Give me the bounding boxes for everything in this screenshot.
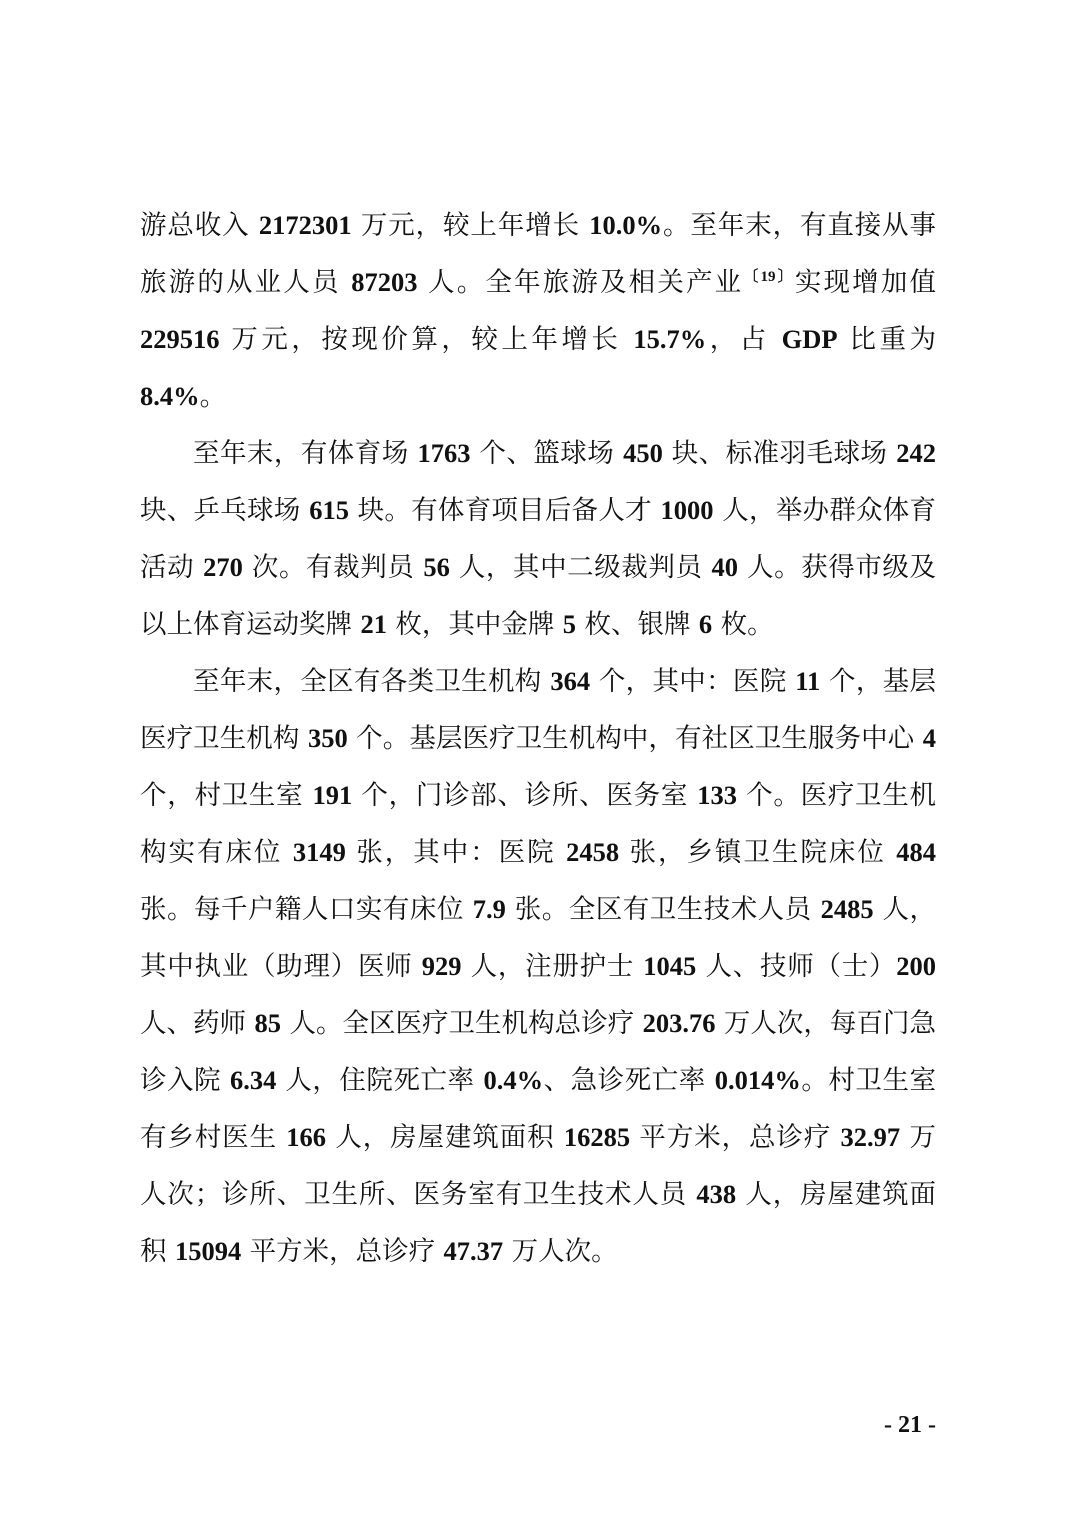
figure-value: 56 xyxy=(423,552,450,582)
figure-value: 15094 xyxy=(174,1236,242,1266)
figure-value: 200 xyxy=(896,951,936,981)
text-run: 平方米，总诊疗 xyxy=(630,1122,841,1153)
figure-value: 450 xyxy=(623,438,663,468)
text-run: 人，其中执业（助理）医师 xyxy=(140,894,936,982)
text-run: 个，其中：医院 xyxy=(590,666,796,697)
text-run: 人，房屋建筑面积 xyxy=(140,1179,936,1267)
text-run: 个，基层医疗卫生机构 xyxy=(140,666,936,754)
text-run: 至年末，全区有各类卫生机构 xyxy=(193,666,551,697)
paragraph-sports xyxy=(140,425,936,653)
text-run: 张，其中：医院 xyxy=(345,837,567,868)
figure-value: 15.7% xyxy=(633,324,707,354)
text-run: 。 xyxy=(199,381,227,412)
figure-value: 87203 xyxy=(351,267,418,297)
text-run: 人，举办群众体育活动 xyxy=(140,495,936,583)
text-run: 个。医疗卫生机构实有床位 xyxy=(140,780,936,868)
figure-value: 85 xyxy=(254,1008,281,1038)
paragraph-health xyxy=(140,653,936,1280)
figure-value: 2458 xyxy=(566,837,620,867)
figure-value: 21 xyxy=(360,609,387,639)
text-run: 枚。 xyxy=(712,609,774,640)
text-run: 。村卫生室有乡村医生 xyxy=(140,1065,936,1153)
figure-value: 32.97 xyxy=(840,1122,901,1152)
figure-value: 0.014% xyxy=(714,1065,801,1095)
figure-value: 270 xyxy=(203,552,243,582)
figure-value: 484 xyxy=(896,837,936,867)
text-run: 块。有体育项目后备人才 xyxy=(348,495,661,526)
figure-value: 47.37 xyxy=(443,1236,504,1266)
figure-value: 16285 xyxy=(563,1122,631,1152)
text-run: 个。基层医疗卫生机构中，有社区卫生服务中心 xyxy=(347,723,923,754)
text-run: 、急诊死亡率 xyxy=(543,1065,715,1096)
text-run: 游总收入 xyxy=(140,210,259,241)
figure-value: 203.76 xyxy=(642,1008,716,1038)
page-number: - 21 - xyxy=(884,1412,936,1438)
paragraph-tourism xyxy=(140,197,936,425)
text-run: 个，门诊部、诊所、医务室 xyxy=(352,780,698,811)
text-run: 人，注册护士 xyxy=(461,951,644,982)
text-run: 人。获得市级及以上体育运动奖牌 xyxy=(140,552,936,640)
text-run: 。至年末，有直接从事旅游的从业人员 xyxy=(140,210,936,298)
text-run: 张。全区有卫生技术人员 xyxy=(505,894,821,925)
text-run: 个，村卫生室 xyxy=(140,780,313,811)
text-run: 万元，较上年增长 xyxy=(351,210,590,241)
figure-value: 7.9 xyxy=(472,894,506,924)
figure-value: 929 xyxy=(421,951,462,981)
text-run: 次。有裁判员 xyxy=(242,552,424,583)
text-run: 人，住院死亡率 xyxy=(276,1065,484,1096)
text-run: 人、技师（士） xyxy=(696,951,897,982)
figure-value: 1000 xyxy=(660,495,714,525)
text-run: 至年末，有体育场 xyxy=(193,438,418,469)
figure-value: 229516 xyxy=(140,324,220,354)
figure-value: 350 xyxy=(307,723,348,753)
text-run: 人，房屋建筑面积 xyxy=(326,1122,564,1153)
figure-value: 364 xyxy=(550,666,591,696)
figure-value: 6.34 xyxy=(230,1065,277,1095)
figure-value: 5 xyxy=(562,609,577,639)
text-run: 万元，按现价算，较上年增长 xyxy=(219,324,634,355)
figure-value: 40 xyxy=(711,552,739,582)
figure-value: 8.4% xyxy=(140,381,200,411)
figure-value: 133 xyxy=(697,780,737,810)
text-run: 实现增加值 xyxy=(794,267,936,298)
figure-value: 2485 xyxy=(820,894,874,924)
text-run: 枚、银牌 xyxy=(576,609,699,640)
text-run: 人、药师 xyxy=(140,1008,255,1039)
body-text xyxy=(140,197,936,1280)
figure-value: 0.4% xyxy=(483,1065,544,1095)
footnote-ref: 〔19〕 xyxy=(743,269,795,285)
text-run: 块、标准羽毛球场 xyxy=(662,438,897,469)
text-run: 万人次，每百门急诊入院 xyxy=(140,1008,936,1096)
text-run: ，占 xyxy=(706,324,782,355)
figure-value: 1763 xyxy=(417,438,471,468)
figure-value: 242 xyxy=(896,438,936,468)
figure-value: 11 xyxy=(795,666,821,696)
text-run: 枚，其中金牌 xyxy=(386,609,563,640)
figure-value: 3149 xyxy=(292,837,346,867)
figure-value: 166 xyxy=(286,1122,327,1152)
figure-value: 1045 xyxy=(643,951,697,981)
text-run: 万人次。 xyxy=(503,1236,618,1267)
figure-value: 2172301 xyxy=(258,210,352,240)
figure-value: 10.0% xyxy=(589,210,663,240)
figure-value: 191 xyxy=(312,780,353,810)
text-run: 比重为 xyxy=(837,324,936,355)
figure-value: 6 xyxy=(698,609,713,639)
text-run: 人。全区医疗卫生机构总诊疗 xyxy=(281,1008,643,1039)
figure-value: GDP xyxy=(781,324,838,354)
text-run: 张。每千户籍人口实有床位 xyxy=(140,894,473,925)
text-run: 人。全年旅游及相关产业 xyxy=(417,267,744,298)
figure-value: 438 xyxy=(696,1179,737,1209)
figure-value: 4 xyxy=(922,723,936,753)
text-run: 万人次；诊所、卫生所、医务室有卫生技术人员 xyxy=(140,1122,936,1210)
text-run: 人，其中二级裁判员 xyxy=(449,552,712,583)
figure-value: 615 xyxy=(309,495,349,525)
text-run: 个、篮球场 xyxy=(470,438,624,469)
text-run: 块、乒乓球场 xyxy=(140,495,310,526)
text-run: 张，乡镇卫生院床位 xyxy=(619,837,897,868)
text-run: 平方米，总诊疗 xyxy=(241,1236,444,1267)
